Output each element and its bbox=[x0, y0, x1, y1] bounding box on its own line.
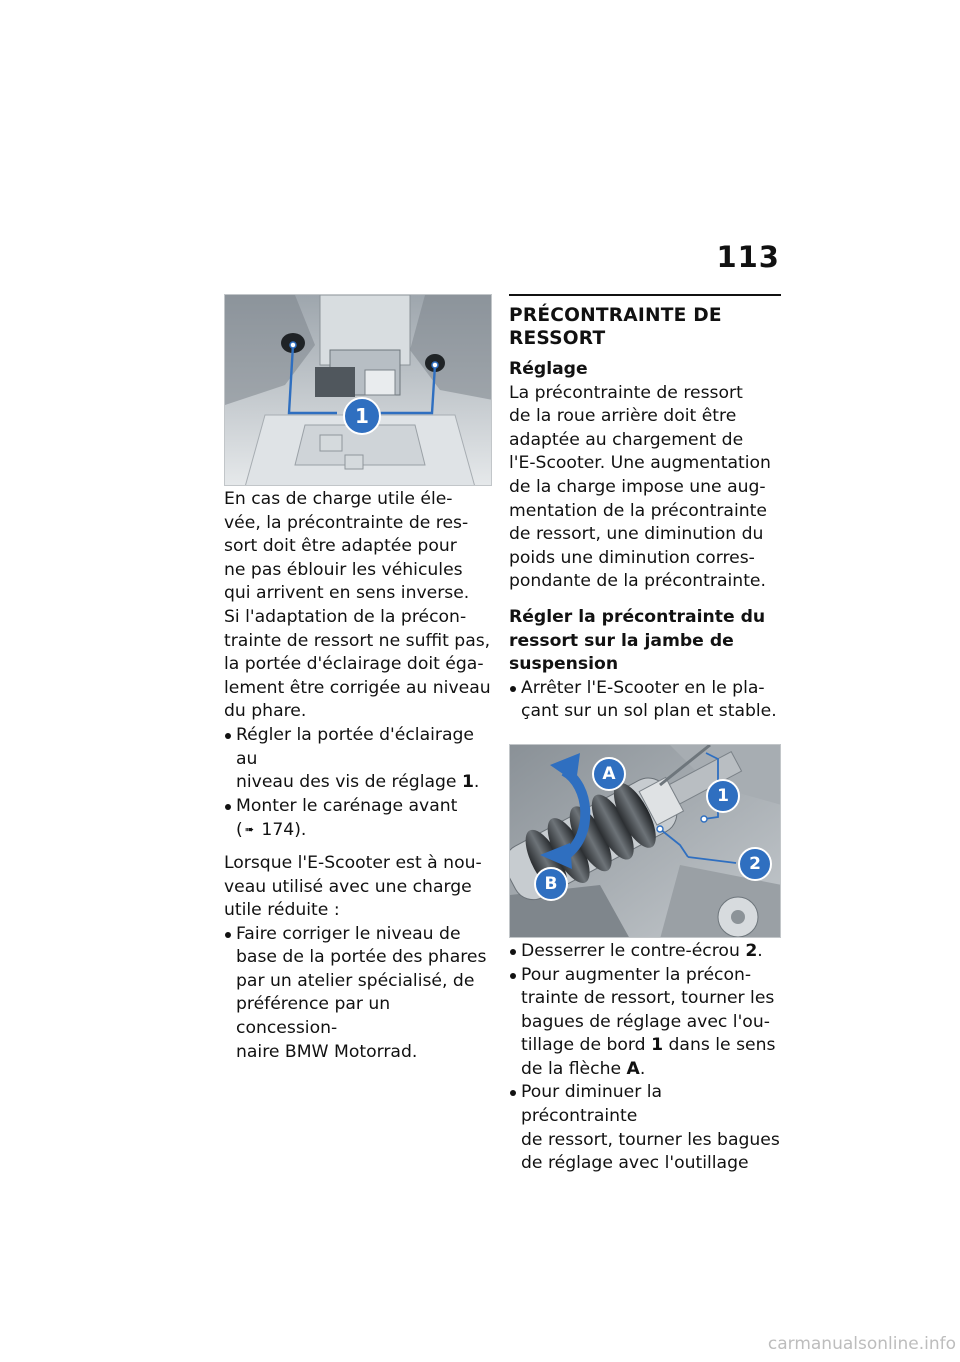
page-number: 113 bbox=[716, 240, 780, 274]
callout-1-label: 1 bbox=[355, 404, 369, 428]
page-ref[interactable]: 174 bbox=[261, 820, 295, 841]
section-title: PRÉCONTRAINTE DE RESSORT bbox=[509, 305, 722, 349]
right-column bbox=[509, 294, 781, 1176]
callout-1-right: 1 bbox=[706, 779, 740, 813]
callout-A: A bbox=[592, 757, 626, 791]
headlight-adjust-illustration bbox=[225, 295, 492, 486]
intro-paragraph: En cas de charge utile éle- vée, la précontrainte de res- sort doit être adaptée pour ne pas éblouir les véhicules qui arrivent en sens inverse. Si l'adaptation de la précon- trainte de ressort ne suffit pas, la portée d'éclairage doit éga- lement être corrigée au niveau du phare. bbox=[224, 489, 491, 722]
list-item: Arrêter l'E-Scooter en le pla- çant sur un sol plan et stable. bbox=[509, 677, 781, 724]
subhead-reglage: Réglage bbox=[509, 359, 588, 379]
callout-ref-1: 1 bbox=[651, 1035, 664, 1056]
callout-2-right: 2 bbox=[738, 847, 772, 881]
list-item: Pour diminuer la précontrainte de ressort, tourner les bagues de réglage avec l'outillage bbox=[509, 1081, 781, 1175]
callout-ref-2: 2 bbox=[745, 940, 758, 961]
spring-preload-paragraph: La précontrainte de ressort de la roue arrière doit être adaptée au chargement de l'E-Scooter. Une augmentation de la charge impose une aug- mentation de la précontrainte de ressort, une diminution du poids une diminution corres- pondante de la précontrainte. bbox=[509, 382, 771, 592]
shock-absorber-figure bbox=[509, 744, 781, 938]
left-column bbox=[224, 294, 492, 1064]
callout-B: B bbox=[534, 867, 568, 901]
watermark: carmanualsonline.info bbox=[767, 1334, 956, 1354]
reduced-load-paragraph: Lorsque l'E-Scooter est à nou- veau utilisé avec une charge utile réduite : bbox=[224, 852, 482, 921]
page-ref-arrow-icon: ➠ bbox=[244, 823, 254, 837]
headlight-adjust-figure bbox=[224, 294, 492, 486]
list-item: Régler la portée d'éclairage au niveau des vis de réglage 1. bbox=[224, 724, 492, 795]
callout-1-left bbox=[343, 397, 381, 435]
callout-ref-1: 1 bbox=[461, 772, 474, 793]
section-rule bbox=[509, 294, 781, 296]
subhead-adjust-preload: Régler la précontrainte du ressort sur la jambe de suspension bbox=[509, 606, 766, 675]
list-item: Pour augmenter la précon- trainte de ressort, tourner les bagues de réglage avec l'ou- tillage de bord 1 dans le sens de la flèche A. bbox=[509, 964, 781, 1082]
shock-absorber-illustration bbox=[510, 745, 781, 938]
headlight-steps-list bbox=[224, 724, 492, 843]
list-item: Desserrer le contre-écrou 2. bbox=[509, 940, 781, 964]
list-item: Faire corriger le niveau de base de la portée des phares par un atelier spécialisé, de préférence par un concession- naire BMW Motorrad. bbox=[224, 923, 492, 1065]
preload-steps-list bbox=[509, 940, 781, 1176]
list-item: Monter le carénage avant ( ➠ 174). bbox=[224, 795, 492, 843]
reduced-load-list bbox=[224, 923, 492, 1065]
park-step-list bbox=[509, 677, 781, 724]
callout-ref-A: A bbox=[626, 1058, 640, 1079]
